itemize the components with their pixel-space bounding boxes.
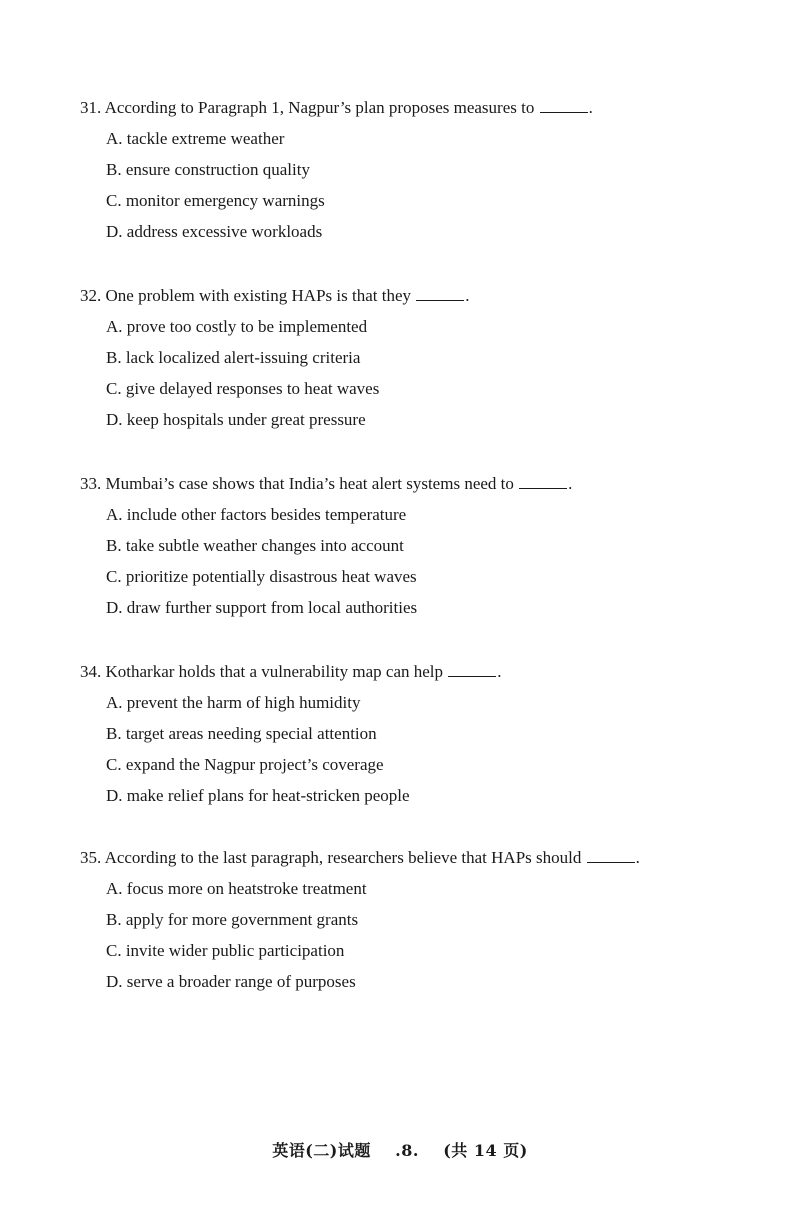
option-c: C. invite wider public participation [106,941,345,960]
answer-blank [540,98,588,113]
option-b: B. apply for more government grants [106,910,359,929]
option-d: D. address excessive workloads [106,222,323,241]
option-d: D. serve a broader range of purposes [106,972,356,991]
question-33 [80,473,740,619]
option-b: B. ensure construction quality [106,160,310,179]
option-c: C. expand the Nagpur project’s coverage [106,755,384,774]
question-number: 33. [80,474,102,493]
option-b: B. target areas needing special attention [106,724,377,743]
option-d: D. keep hospitals under great pressure [106,410,366,429]
question-text: Kotharkar holds that a vulnerability map can help [105,662,444,681]
question-text: Mumbai’s case shows that India’s heat alert systems need to [105,474,514,493]
question-34 [80,661,740,807]
option-list [80,504,740,619]
option-d: D. make relief plans for heat-stricken people [106,786,410,805]
option-a: A. focus more on heatstroke treatment [106,879,367,898]
question-number: 32. [80,286,102,305]
question-stem [80,661,740,683]
option-c: C. monitor emergency warnings [106,191,325,210]
question-stem [80,473,740,495]
answer-blank [587,848,635,863]
answer-blank [416,286,464,301]
question-text: One problem with existing HAPs is that they [105,286,412,305]
option-c: C. prioritize potentially disastrous heat waves [106,567,417,586]
question-35 [80,847,740,993]
option-a: A. include other factors besides temperature [106,505,407,524]
option-list [80,316,740,431]
question-31 [80,97,740,243]
question-32 [80,285,740,431]
answer-blank [448,662,496,677]
question-end: . [465,286,470,305]
option-a: A. prevent the harm of high humidity [106,693,361,712]
question-number: 35. [80,848,102,867]
option-a: A. prove too costly to be implemented [106,317,368,336]
option-d: D. draw further support from local authorities [106,598,418,617]
answer-blank [519,474,567,489]
question-number: 31. [80,98,102,117]
option-b: B. take subtle weather changes into account [106,536,404,555]
option-list [80,128,740,243]
question-end: . [497,662,502,681]
option-list [80,878,740,993]
footer-subject: 英语(二)试题 [272,1141,371,1160]
question-text: According to Paragraph 1, Nagpur’s plan proposes measures to [104,98,535,117]
footer-total-pages: (共 14 页) [443,1141,528,1160]
question-stem [80,847,740,869]
option-list [80,692,740,807]
option-c: C. give delayed responses to heat waves [106,379,380,398]
page-footer [0,1138,800,1161]
option-b: B. lack localized alert-issuing criteria [106,348,361,367]
question-stem [80,97,740,119]
question-end: . [568,474,573,493]
question-text: According to the last paragraph, researchers believe that HAPs should [104,848,582,867]
question-stem [80,285,740,307]
option-a: A. tackle extreme weather [106,129,285,148]
question-end: . [588,98,593,117]
question-end: . [635,848,640,867]
question-number: 34. [80,662,102,681]
footer-page-number: .8. [395,1141,419,1160]
